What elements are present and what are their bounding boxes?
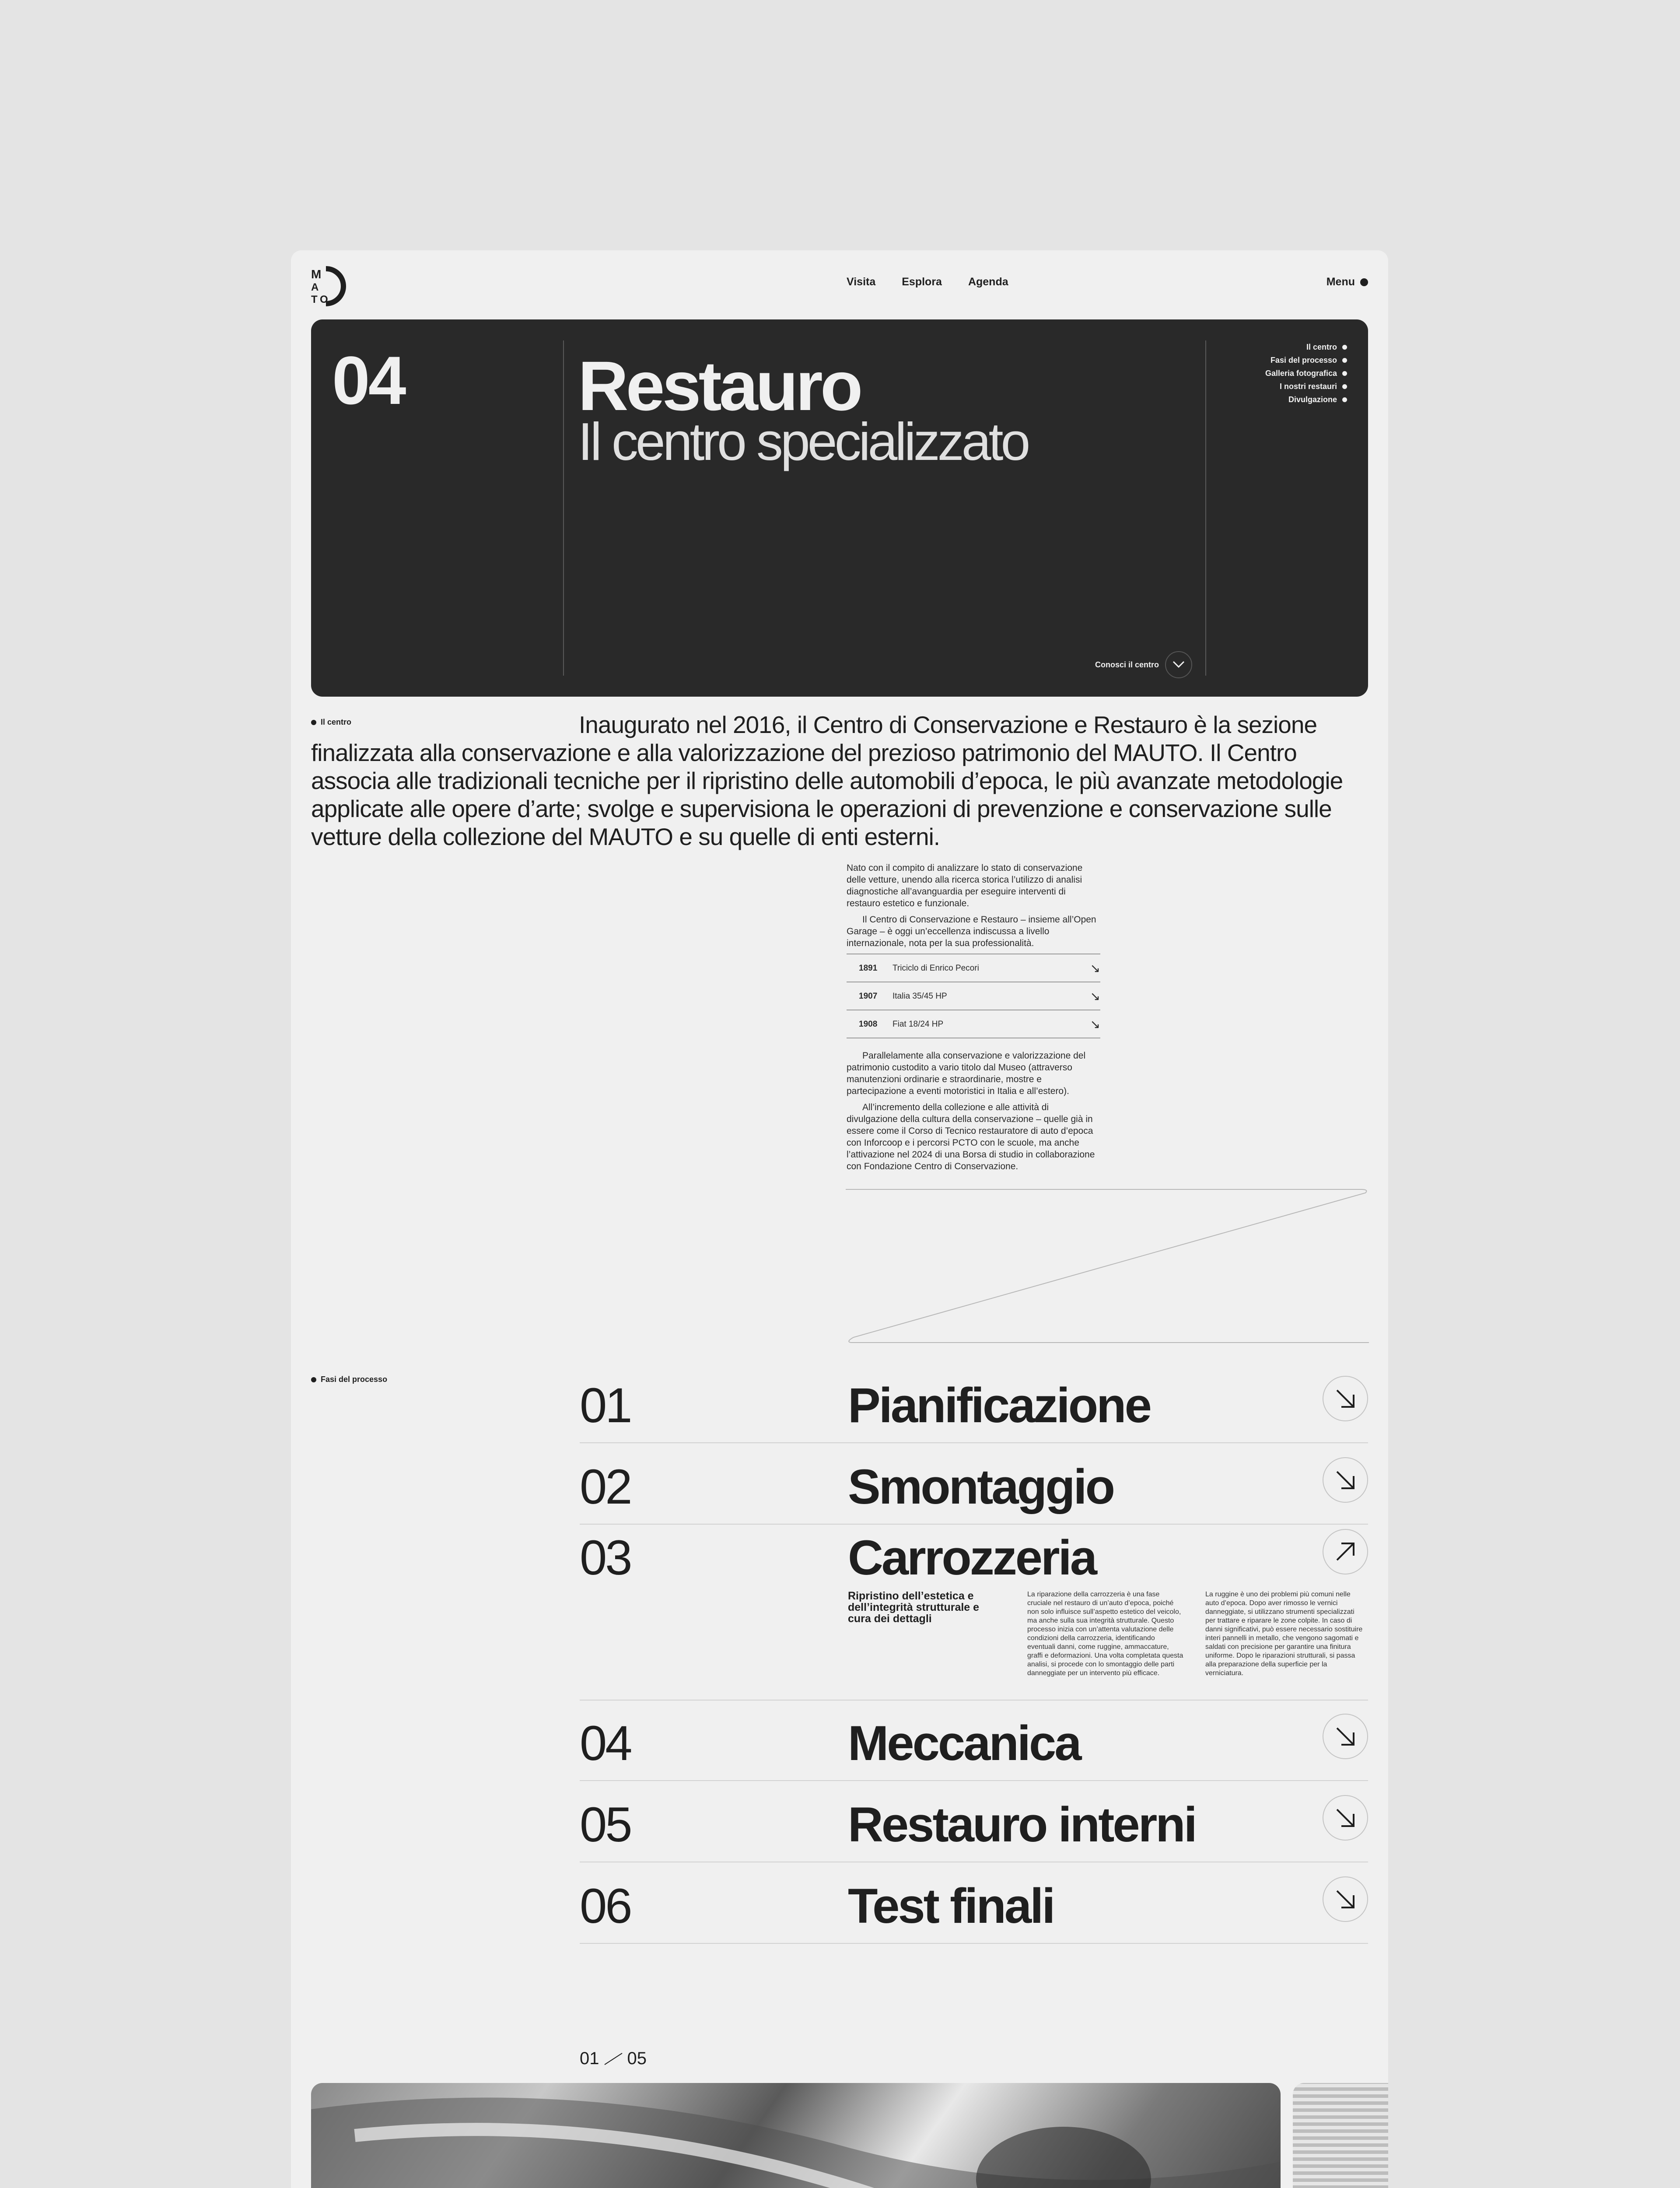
bullet-icon [1342,358,1347,363]
svg-text:O: O [320,294,328,305]
phase-item[interactable]: 01 Pianificazione [580,1362,1368,1443]
arrow-down-right-icon [1323,1795,1368,1841]
section-toc [1265,340,1347,406]
toc-item-divulgazione[interactable]: Divulgazione [1265,393,1347,406]
hero-panel [311,319,1368,697]
svg-text:M: M [311,267,322,281]
mauto-logo[interactable] [311,265,347,307]
toc-item-fasi[interactable]: Fasi del processo [1265,354,1347,367]
svg-text:T: T [311,294,318,305]
bullet-icon [1342,371,1347,376]
cta-label: Conosci il centro [1095,660,1159,669]
divider [563,340,564,676]
phase-text: La ruggine è uno dei problemi più comuni nelle auto d’epoca. Dopo aver rimosso le vernici danneggiate, si utilizzano strumenti specializzati per trattare e riparare le zone colpite. In caso di danni significativi, può essere necessario sostituire interi pannelli in metallo, che vengono sagomati e saldati con precisione per garantire una finitura uniforme. Dopo le riparazioni strutturali, si passa alla preparazione della superficie per la verniciatura. [1205,1591,1363,1677]
arrow-down-right-icon [1323,1714,1368,1759]
scroll-cta[interactable] [1095,651,1192,678]
page [291,250,1388,2188]
phase-item[interactable]: 06 Test finali [580,1862,1368,1944]
phase-item[interactable]: 04 Meccanica [580,1700,1368,1781]
gallery-counter: 01 05 [580,2049,647,2068]
bullet-icon [1342,345,1347,350]
arrow-down-right-icon [1323,1876,1368,1922]
centro-details [847,862,1100,1177]
phase-item[interactable]: 02 Smontaggio [580,1443,1368,1525]
bullet-icon [311,1377,316,1382]
paragraph: Nato con il compito di analizzare lo stato di conservazione delle vetture, unendo alla ricerca storica l’utilizzo di analisi diagnostiche all’avanguardia per eseguire interventi di restauro estetico e funzionale. [847,863,1083,908]
nav-link-esplora[interactable]: Esplora [902,276,942,288]
menu-button[interactable] [1326,276,1368,288]
restoration-row[interactable]: 1908 Fiat 18/24 HP ↘ [847,1010,1100,1038]
phase-text: La riparazione della carrozzeria è una fase cruciale nel restauro di un’auto d’epoca, poiché non solo influisce sull’aspetto estetico del veicolo, ma anche sulla sua integrità strutturale. Questo processo inizia con un’attenta valutazione delle condizioni della carrozzeria, identificando eventuali danni, come ruggine, ammaccature, graffi e deformazioni. Una volta completata questa analisi, si procede con lo smontaggio delle parti danneggiate per un intervento più efficace. [1027,1591,1183,1677]
chevron-down-icon [1165,651,1192,678]
restoration-row[interactable]: 1891 Triciclo di Enrico Pecori ↘ [847,954,1100,982]
arrow-down-right-icon: ↘ [1090,961,1100,975]
phase-item[interactable]: 05 Restauro interni [580,1781,1368,1862]
page-title: Restauro [578,347,861,425]
menu-dot-icon [1360,278,1368,286]
arrow-down-right-icon: ↘ [1090,989,1100,1003]
arrow-up-right-icon [1323,1529,1368,1574]
paragraph: All’incremento della collezione e alle attività di divulgazione della cultura della conservazione – quelle già in essere come il Corso di Tecnico restauratore di auto d’epoca con Inforcoop e i percorsi PCTO con le scuole, ma anche l’attivazione nel 2024 di una Borsa di studio in collaborazione con Fondazione Centro di Conservazione. [847,1102,1095,1171]
section-number: 04 [332,343,405,419]
svg-text:A: A [311,281,319,293]
paragraph: Parallelamente alla conservazione e valorizzazione del patrimonio custodito a vario titolo dal Museo (attraverso manutenzioni ordinarie e straordinarie, mostre e partecipazione a eventi motoristici in Italia e all’estero). [847,1051,1086,1096]
arrow-down-right-icon [1323,1376,1368,1421]
nav-link-agenda[interactable]: Agenda [968,276,1008,288]
toc-item-galleria[interactable]: Galleria fotografica [1265,367,1347,380]
decorative-shape [845,1189,1370,1346]
main-nav [847,276,1008,288]
gallery-image-car-detail[interactable] [311,2083,1281,2188]
toc-item-restauri[interactable]: I nostri restauri [1265,380,1347,393]
section-label-fasi: Fasi del processo [311,1375,387,1384]
bullet-icon [1342,384,1347,389]
intro-paragraph: Inaugurato nel 2016, il Centro di Conservazione e Restauro è la sezione finalizzata alla conservazione e alla valorizzazione del prezioso patrimonio del MAUTO. Il Centro associa alle tradizionali tecniche per il ripristino delle automobili d’epoca, le più avanzate metodologie applicate alle opere d’arte; svolge e supervisiona le operazioni di prevenzione e conservazione sulle vetture della collezione del MAUTO e su quelle di enti esterni. [311,711,1343,850]
slash-icon [604,2052,623,2065]
car-photo [311,2083,1281,2188]
restoration-row[interactable]: 1907 Italia 35/45 HP ↘ [847,982,1100,1010]
arrow-down-right-icon [1323,1457,1368,1503]
toc-item-il-centro[interactable]: Il centro [1265,340,1347,354]
paragraph: Il Centro di Conservazione e Restauro – insieme all’Open Garage – è oggi un’eccellenza indiscussa a livello internazionale, nota per la sua professionalità. [847,915,1096,948]
nav-link-visita[interactable]: Visita [847,276,876,288]
bullet-icon [1342,397,1347,402]
arrow-down-right-icon: ↘ [1090,1017,1100,1031]
phase-subtitle: Ripristino dell’estetica e dell’integrità strutturale e cura dei dettagli [848,1590,980,1625]
page-subtitle: Il centro specializzato [578,412,1028,471]
menu-label: Menu [1326,276,1355,288]
divider [1205,340,1206,676]
gallery-image-building[interactable] [1293,2083,1388,2188]
section-label-centro: Il centro [311,718,351,727]
phase-item-open[interactable]: 03 Carrozzeria Ripristino dell’estetica e dell’integrità strutturale e cura dei dettagli La riparazione della carrozzeria è una fase cruciale nel restauro di un’auto d’epoca, poiché non solo influisce sull’aspetto estetico del veicolo, ma anche sulla sua integrità strutturale. Questo processo inizia con un’attenta valutazione delle condizioni della carrozzeria, identificando eventuali danni, come ruggine, ammaccature, graffi e deformazioni. Una volta completata questa analisi, si procede con lo smontaggio delle parti danneggiate per un intervento più efficace. La ruggine è uno dei problemi più comuni nelle auto d’epoca. Dopo aver rimosso le vernici danneggiate, si utilizzano strumenti specializzati per trattare e riparare le zone colpite. In caso di danni significativi, può essere necessario sostituire interi pannelli in metallo, che vengono sagomati e saldati con precisione per garantire una finitura uniforme. Dopo le riparazioni strutturali, si passa alla preparazione della superficie per la verniciatura. [580,1525,1368,1701]
